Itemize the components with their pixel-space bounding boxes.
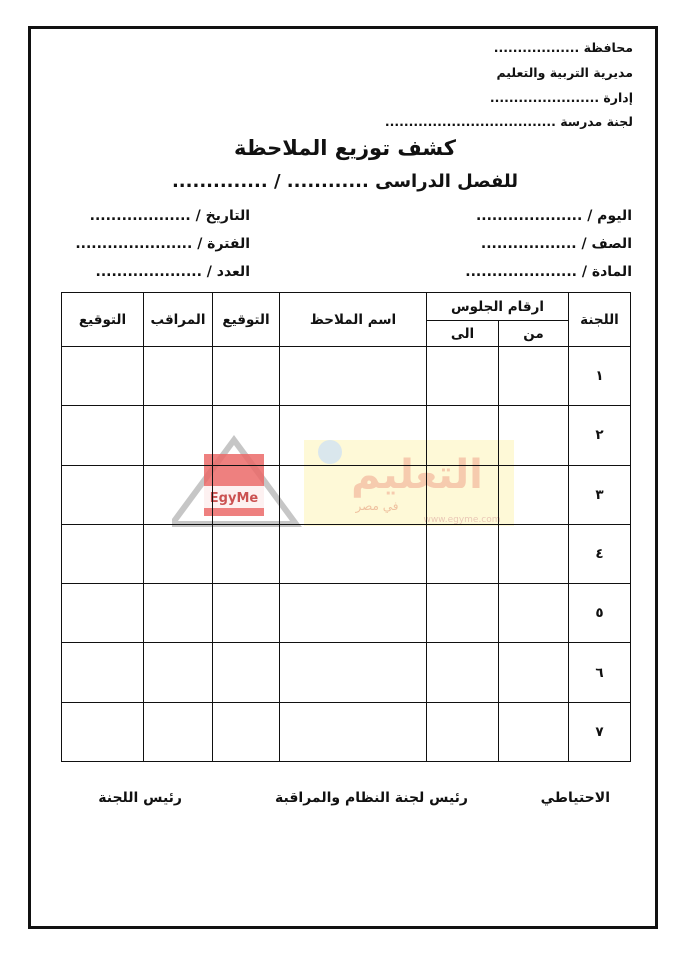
table-row xyxy=(62,406,631,465)
day-field: اليوم / .................... xyxy=(475,208,632,224)
count-field: العدد / .................... xyxy=(95,264,250,280)
monitor-cell[interactable] xyxy=(144,347,213,406)
table-row xyxy=(62,584,631,643)
signature-cell[interactable] xyxy=(213,643,280,702)
distribution-table xyxy=(61,292,631,762)
committee-number: ٢ xyxy=(569,406,631,465)
governorate-line: محافظة .................. xyxy=(493,40,633,55)
signature-cell[interactable] xyxy=(213,584,280,643)
monitor-cell[interactable] xyxy=(144,524,213,583)
signature-cell[interactable] xyxy=(213,702,280,761)
committee-head-signature: رئيس اللجنة xyxy=(98,790,182,806)
signature-cell[interactable] xyxy=(62,702,144,761)
committee-number: ٥ xyxy=(569,584,631,643)
page-title: كشف توزيع الملاحظة xyxy=(233,136,457,160)
committee-number: ٦ xyxy=(569,643,631,702)
grade-field: الصف / .................. xyxy=(480,236,632,252)
seat-from-cell[interactable] xyxy=(499,347,569,406)
directorate-line: مديرية التربية والتعليم xyxy=(496,65,633,80)
table-row xyxy=(62,702,631,761)
school-committee-line: لجنة مدرسة .................................... xyxy=(384,114,633,129)
col-header-signature-1: التوقيع xyxy=(213,293,280,347)
observer-name-cell[interactable] xyxy=(280,465,427,524)
signature-cell[interactable] xyxy=(62,347,144,406)
signature-cell[interactable] xyxy=(62,465,144,524)
monitor-cell[interactable] xyxy=(144,643,213,702)
signature-cell[interactable] xyxy=(213,524,280,583)
watermark-url: www.egyme.com xyxy=(423,515,501,525)
col-header-monitor: المراقب xyxy=(144,293,213,347)
observer-name-cell[interactable] xyxy=(280,347,427,406)
monitor-cell[interactable] xyxy=(144,584,213,643)
seat-to-cell[interactable] xyxy=(427,347,499,406)
seat-to-cell[interactable] xyxy=(427,465,499,524)
observer-name-cell[interactable] xyxy=(280,406,427,465)
table-row xyxy=(62,347,631,406)
committee-number: ٣ xyxy=(569,465,631,524)
seat-to-cell[interactable] xyxy=(427,702,499,761)
col-header-to: الى xyxy=(427,321,499,347)
signature-cell[interactable] xyxy=(213,347,280,406)
watermark-logo-text: EgyMe xyxy=(209,491,259,506)
reserve-signature: الاحتياطي xyxy=(540,790,610,806)
seat-from-cell[interactable] xyxy=(499,643,569,702)
seat-from-cell[interactable] xyxy=(499,406,569,465)
seat-to-cell[interactable] xyxy=(427,524,499,583)
observer-name-cell[interactable] xyxy=(280,702,427,761)
system-head-signature: رئيس لجنة النظام والمراقبة xyxy=(275,790,468,806)
table-row xyxy=(62,643,631,702)
col-header-committee: اللجنة xyxy=(569,293,631,347)
observer-name-cell[interactable] xyxy=(280,524,427,583)
seat-from-cell[interactable] xyxy=(499,465,569,524)
signature-cell[interactable] xyxy=(213,465,280,524)
committee-number: ١ xyxy=(569,347,631,406)
committee-number: ٤ xyxy=(569,524,631,583)
monitor-cell[interactable] xyxy=(144,702,213,761)
seat-from-cell[interactable] xyxy=(499,524,569,583)
seat-from-cell[interactable] xyxy=(499,584,569,643)
committee-number: ٧ xyxy=(569,702,631,761)
seat-to-cell[interactable] xyxy=(427,406,499,465)
table-row xyxy=(62,524,631,583)
monitor-cell[interactable] xyxy=(144,465,213,524)
seat-to-cell[interactable] xyxy=(427,643,499,702)
col-header-signature-2: التوقيع xyxy=(62,293,144,347)
period-field: الفترة / ...................... xyxy=(75,236,250,252)
seat-to-cell[interactable] xyxy=(427,584,499,643)
signature-cell[interactable] xyxy=(62,584,144,643)
administration-line: إدارة ....................... xyxy=(489,90,633,105)
col-header-observer-name: اسم الملاحظ xyxy=(280,293,427,347)
semester-line: للفصل الدراسى ............ / .............. xyxy=(171,171,519,192)
observer-name-cell[interactable] xyxy=(280,584,427,643)
subject-field: المادة / ..................... xyxy=(465,264,632,280)
signature-cell[interactable] xyxy=(62,406,144,465)
col-header-seat-numbers: ارقام الجلوس xyxy=(427,293,569,321)
signature-cell[interactable] xyxy=(62,643,144,702)
signature-cell[interactable] xyxy=(62,524,144,583)
seat-from-cell[interactable] xyxy=(499,702,569,761)
observer-name-cell[interactable] xyxy=(280,643,427,702)
watermark-text: التعليم xyxy=(351,452,483,498)
date-field: التاريخ / ................... xyxy=(89,208,250,224)
monitor-cell[interactable] xyxy=(144,406,213,465)
col-header-from: من xyxy=(499,321,569,347)
table-row xyxy=(62,465,631,524)
watermark-subtext: في مصر xyxy=(355,499,399,513)
signature-cell[interactable] xyxy=(213,406,280,465)
